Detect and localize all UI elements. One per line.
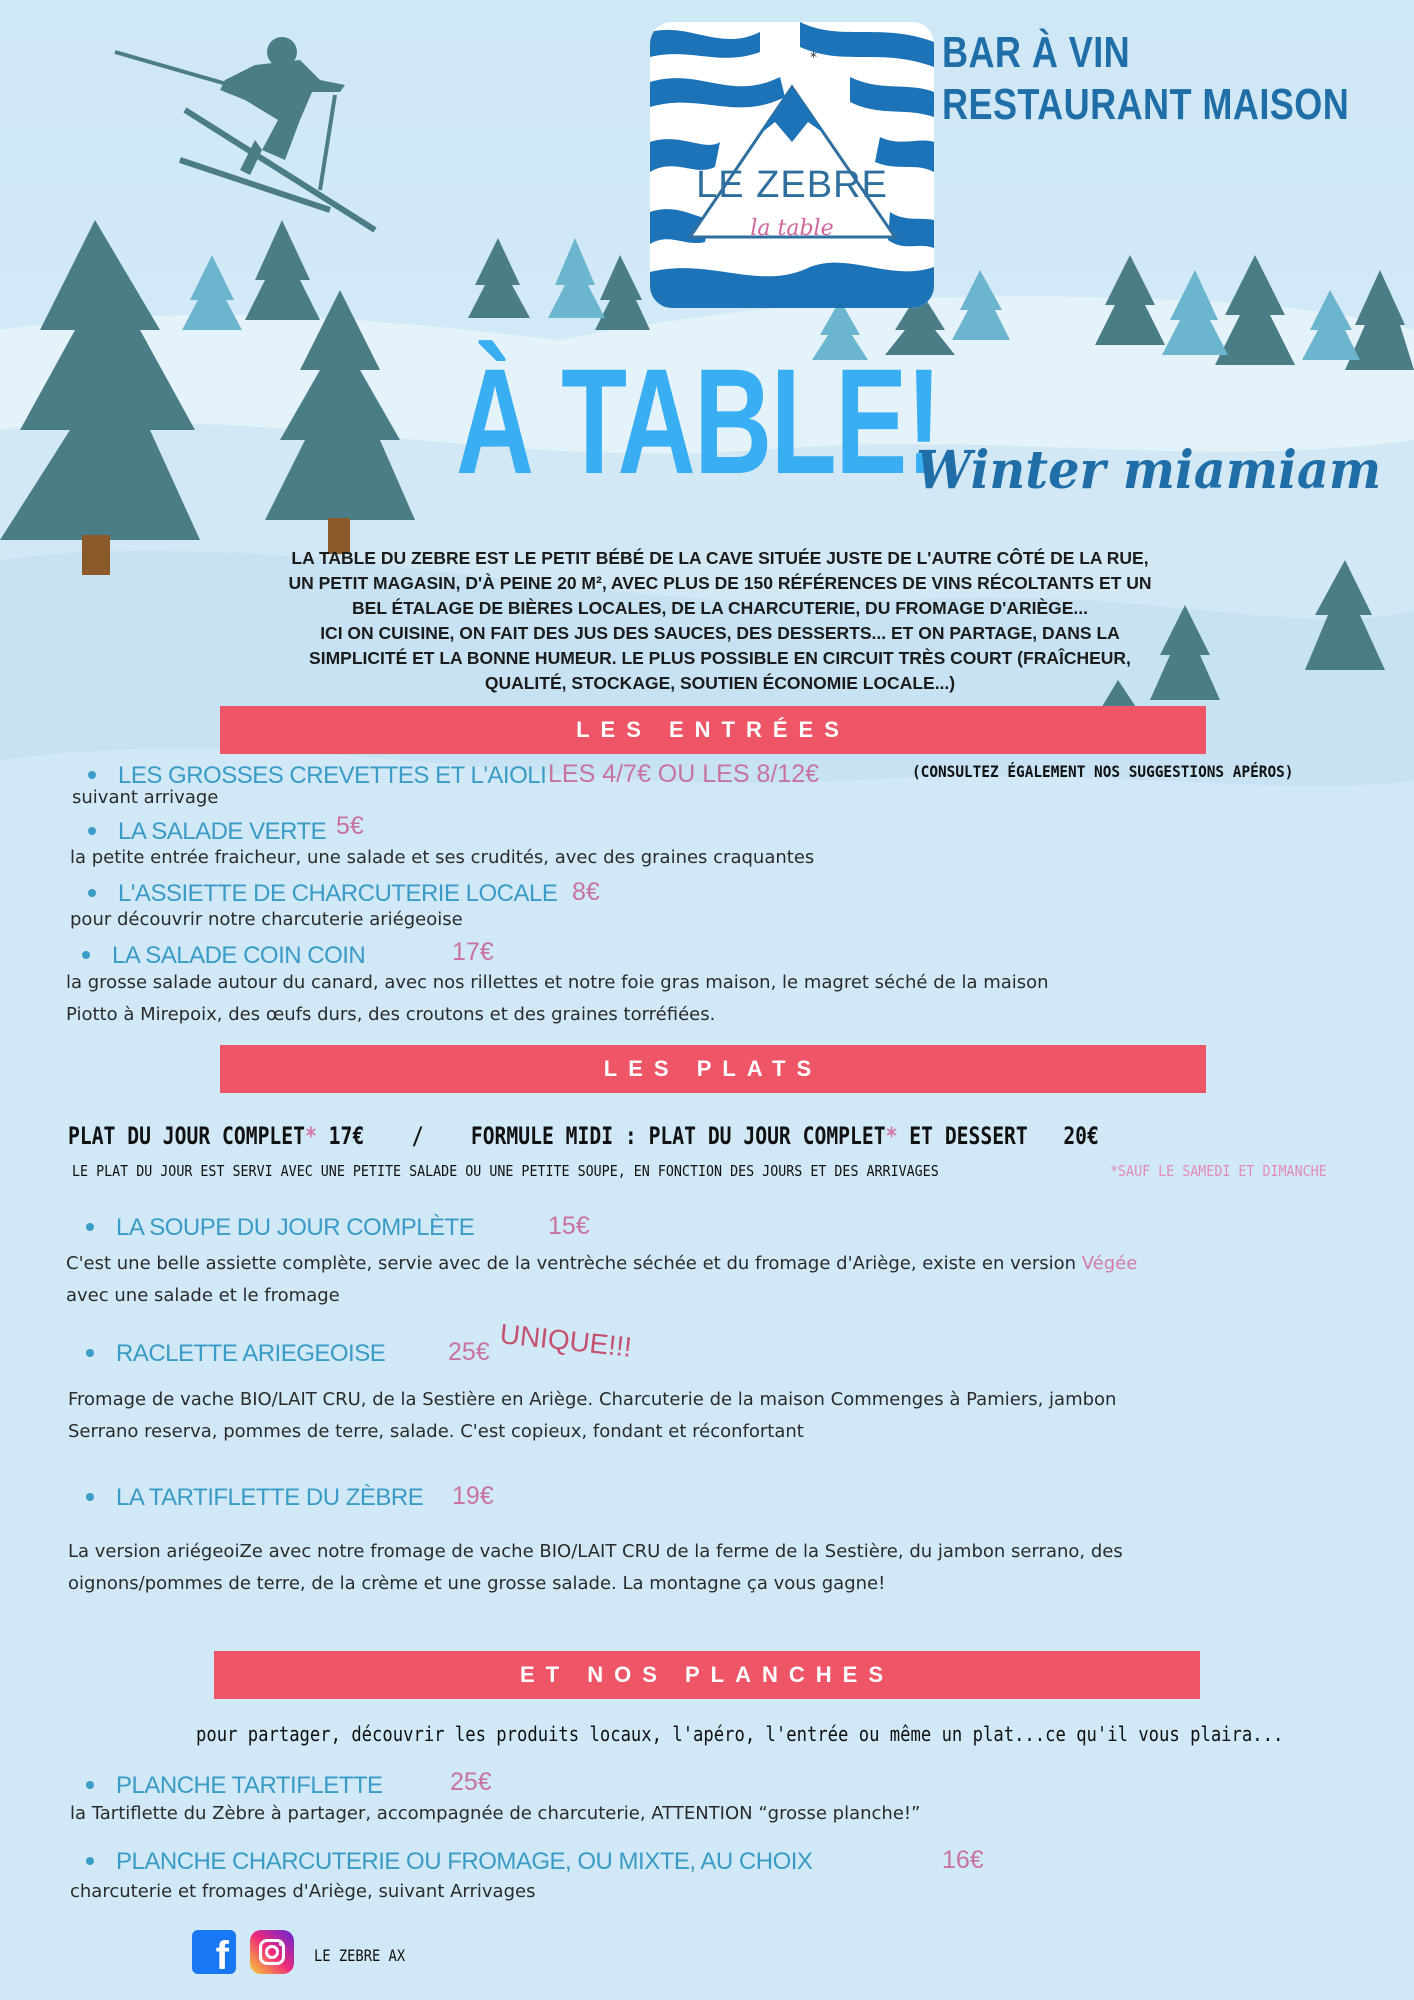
formule-suffix: ET DESSERT (909, 1122, 1028, 1150)
bullet-icon (86, 1781, 94, 1789)
item-price: 25€ (448, 1338, 490, 1366)
plat-du-jour-line (68, 1122, 1099, 1150)
plat-item-raclette (86, 1340, 385, 1368)
skier-silhouette (115, 37, 375, 230)
item-name-text: L'ASSIETTE DE CHARCUTERIE LOCALE (118, 880, 558, 907)
item-description: oignons/pommes de terre, de la crème et une grosse salade. La montagne ça vous gagne! (68, 1573, 886, 1594)
section-banner-plats: LES PLATS (220, 1045, 1206, 1093)
planche-item-charcuterie-fromage (86, 1848, 812, 1876)
planche-item-tartiflette (86, 1772, 383, 1800)
facebook-icon[interactable]: f (192, 1930, 236, 1974)
bullet-icon (86, 1349, 94, 1357)
item-description: Fromage de vache BIO/LAIT CRU, de la Sestière en Ariège. Charcuterie de la maison Commenges à Pamiers, jambon (68, 1389, 1117, 1410)
entrees-note: (CONSULTEZ ÉGALEMENT NOS SUGGESTIONS APÉROS) (912, 762, 1294, 781)
item-name-text: LA TARTIFLETTE DU ZÈBRE (116, 1484, 424, 1511)
intro-line: QUALITÉ, STOCKAGE, SOUTIEN ÉCONOMIE LOCALE...) (484, 673, 956, 693)
entree-item-coin-coin (82, 942, 365, 970)
bullet-icon (88, 889, 96, 897)
item-name-text: LA SOUPE DU JOUR COMPLÈTE (116, 1214, 475, 1241)
item-description: Serrano reserva, pommes de terre, salade. C'est copieux, fondant et réconfortant (68, 1421, 804, 1442)
instagram-lens (265, 1945, 279, 1959)
item-price: 5€ (336, 812, 364, 840)
bullet-icon (86, 1857, 94, 1865)
desc-text: C'est une belle assiette complète, servie avec de la ventrèche séchée et du fromage d'Ariège, existe en version (66, 1253, 1082, 1274)
item-price: 25€ (450, 1768, 492, 1796)
intro-line: UN PETIT MAGASIN, D'À PEINE 20 M², AVEC PLUS DE 150 RÉFÉRENCES DE VINS RÉCOLTANTS ET UN (288, 573, 1152, 593)
item-description (66, 1248, 1137, 1280)
intro-paragraph (220, 546, 1220, 696)
intro-line: SIMPLICITÉ ET LA BONNE HUMEUR. LE PLUS POSSIBLE EN CIRCUIT TRÈS COURT (FRAÎCHEUR, (309, 648, 1131, 668)
separator: / (411, 1122, 424, 1150)
item-price: 17€ (452, 938, 494, 966)
intro-line: ICI ON CUISINE, ON FAIT DES JUS DES SAUCES, DES DESSERTS... ET ON PARTAGE, DANS LA (320, 623, 1120, 643)
item-description: la petite entrée fraicheur, une salade et ses crudités, avec des graines craquantes (70, 847, 815, 868)
plat-item-soupe (86, 1214, 474, 1242)
item-description: la grosse salade autour du canard, avec nos rillettes et notre foie gras maison, le magret séché de la maison (66, 972, 1049, 993)
item-price: 19€ (452, 1482, 494, 1510)
section-banner-planches: ET NOS PLANCHES (214, 1651, 1200, 1699)
item-price: LES 4/7€ OU LES 8/12€ (548, 760, 820, 788)
intro-line: LA TABLE DU ZEBRE EST LE PETIT BÉBÉ DE LA CAVE SITUÉE JUSTE DE L'AUTRE CÔTÉ DE LA RUE, (291, 548, 1149, 568)
item-name-text: PLANCHE CHARCUTERIE OU FROMAGE, OU MIXTE, AU CHOIX (116, 1848, 813, 1875)
bullet-icon (88, 827, 96, 835)
formule-price: 20€ (1063, 1122, 1099, 1150)
bullet-icon (86, 1493, 94, 1501)
asterisk: * (885, 1122, 898, 1150)
item-description: Piotto à Mirepoix, des œufs durs, des croutons et des graines torréfiées. (66, 1004, 716, 1025)
instagram-icon[interactable] (250, 1930, 294, 1974)
brand-line-1: BAR À VIN (942, 28, 1131, 77)
instagram-flash (279, 1942, 283, 1946)
item-name-text: PLANCHE TARTIFLETTE (116, 1772, 383, 1799)
item-description: pour découvrir notre charcuterie ariégeoise (70, 909, 463, 930)
item-description: charcuterie et fromages d'Ariège, suivant Arrivages (70, 1881, 536, 1902)
logo-main-text: LE ZEBRE (696, 164, 888, 206)
asterisk: * (304, 1122, 317, 1150)
item-description: la Tartiflette du Zèbre à partager, accompagnée de charcuterie, ATTENTION “grosse planche!” (70, 1803, 921, 1824)
item-name-text: RACLETTE ARIEGEOISE (116, 1340, 386, 1367)
logo-sub-text: la table (750, 216, 834, 241)
planches-tagline: pour partager, découvrir les produits locaux, l'apéro, l'entrée ou même un plat...ce qu'il vous plaira... (196, 1722, 1284, 1746)
item-name-text: LA SALADE COIN COIN (112, 942, 366, 969)
item-price: 16€ (942, 1846, 984, 1874)
intro-line: BEL ÉTALAGE DE BIÈRES LOCALES, DE LA CHARCUTERIE, DU FROMAGE D'ARIÈGE... (352, 598, 1088, 618)
page-subtitle: Winter miamiam (916, 440, 1382, 501)
item-description: suivant arrivage (72, 787, 219, 808)
bullet-icon (88, 771, 96, 779)
item-price: 8€ (572, 878, 600, 906)
formule-label: FORMULE MIDI : PLAT DU JOUR COMPLET (470, 1122, 886, 1150)
plat-du-jour-price: 17€ (328, 1122, 365, 1150)
bullet-icon (82, 951, 90, 959)
zebre-logo (650, 22, 934, 308)
bullet-icon (86, 1223, 94, 1231)
plat-du-jour-label: PLAT DU JOUR COMPLET (68, 1122, 305, 1150)
footnote: *SAUF LE SAMEDI ET DIMANCHE (1110, 1162, 1327, 1180)
item-name-text: LES GROSSES CREVETTES ET L'AIOLI (118, 762, 547, 789)
item-name-text: LA SALADE VERTE (118, 818, 327, 845)
unique-badge: UNIQUE!!! (498, 1318, 634, 1363)
section-banner-entrees: LES ENTRÉES (220, 706, 1206, 754)
item-price: 15€ (548, 1212, 590, 1240)
svg-text:*: * (810, 50, 817, 66)
social-handle: LE ZEBRE AX (314, 1946, 406, 1965)
item-description: La version ariégeoiZe avec notre fromage de vache BIO/LAIT CRU de la ferme de la Sestière, du jambon serrano, des (68, 1541, 1123, 1562)
plat-du-jour-explanation: LE PLAT DU JOUR EST SERVI AVEC UNE PETITE SALADE OU UNE PETITE SOUPE, EN FONCTION DES JOURS ET DES ARRIVAGES (72, 1162, 939, 1180)
item-description: avec une salade et le fromage (66, 1285, 340, 1306)
plat-item-tartiflette (86, 1484, 423, 1512)
brand-line-2: RESTAURANT MAISON (942, 80, 1350, 129)
page-title: À TABLE! (456, 337, 941, 505)
vegee-label: Végée (1081, 1253, 1138, 1274)
